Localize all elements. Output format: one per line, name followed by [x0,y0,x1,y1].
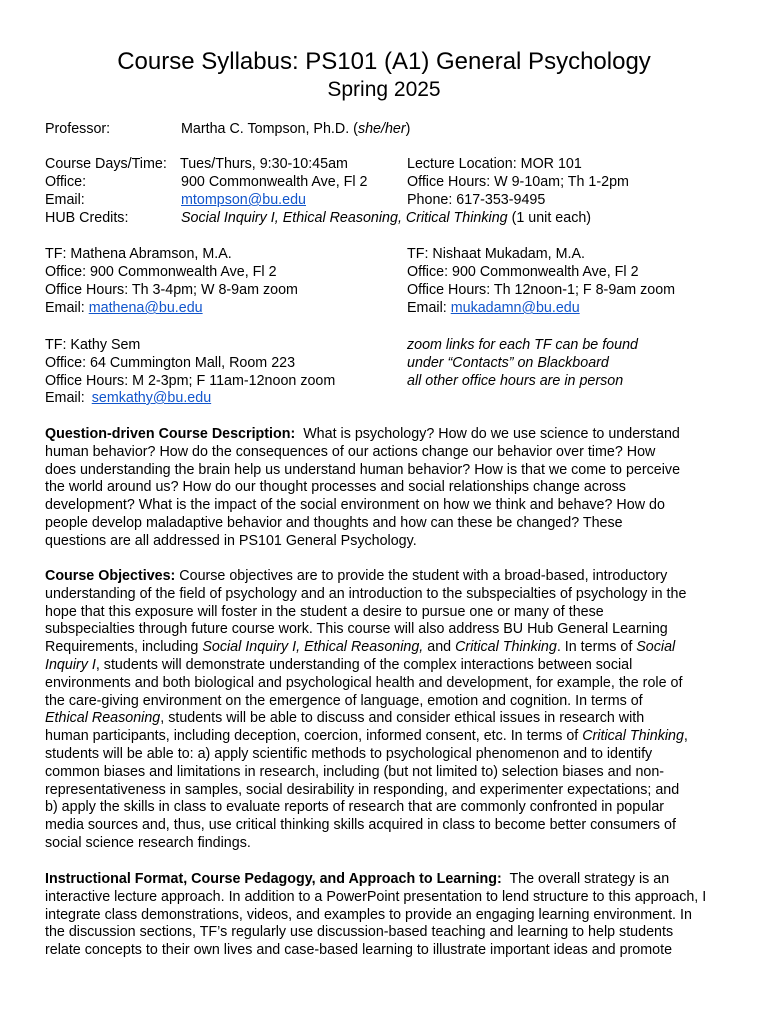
instructional-format [45,871,745,960]
tf1-hours: Office Hours: Th 3-4pm; W 8-9am zoom [45,282,298,298]
hub-label: HUB Credits: [45,210,129,226]
description-line: the world around us? How do our thought processes and social relationships change across [45,479,626,496]
instructional-line [45,871,745,889]
objectives-line: subspecialties through future course work. This course will also address BU Hub General Learning [45,621,668,638]
instructional-text: The overall strategy is an [509,871,670,887]
objectives-line: hope that this exposure will foster in the student a desire to pursue one or many of these [45,603,604,620]
objectives-line: environments and both biological and psychological health and development, for example, the role of [45,674,683,691]
objectives-italic: Social [636,639,676,656]
course-days-label: Course Days/Time: [45,156,167,172]
email-label: Email: [45,192,85,208]
tf3-office: Office: 64 Cummington Mall, Room 223 [45,355,296,371]
objectives-line: b) apply the skills in class to evaluate reports of research that are commonly confronted in popular [45,799,665,816]
objectives-text: . In terms of [556,639,637,656]
tf3-email-row [45,390,211,408]
description-line: development? What is the impact of the social environment on how we think and behave? How do [45,497,665,514]
instructional-line: relate concepts to their own lives and case-based learning to illustrate important ideas and promote [45,942,673,959]
objectives-line: understanding of the field of psychology and an introduction to the subspecialties of psychology in the [45,585,687,602]
objectives-text: , students will be able to discuss and consider ethical issues in research with [160,710,645,727]
description-line: human behavior? How do the consequences of our actions change our behavior over time? How [45,443,656,460]
course-objectives [45,568,745,853]
objectives-line: the care-giving environment on the emergence of language, emotion and cognition. In terms of [45,692,643,709]
professor-row: Martha C. Tompson, Ph.D. (she/her) [181,121,411,137]
objectives-line [45,568,745,586]
professor-label: Professor: [45,121,111,137]
tf3-hours: Office Hours: M 2-3pm; F 11am-12noon zoom [45,373,336,389]
hub-row [181,210,591,228]
objectives-line [45,728,745,746]
objectives-line [45,639,745,657]
objectives-line: representativeness in samples, social desirability in responding, and experimenter expectations; and [45,781,680,798]
tf2-hours: Office Hours: Th 12noon-1; F 8-9am zoom [407,282,676,298]
tf2-name: TF: Nishaat Mukadam, M.A. [407,246,585,262]
page-subtitle: Spring 2025 [327,78,441,101]
zoom-note-text-2: under “Contacts” on Blackboard [407,355,609,371]
objectives-text: , students will demonstrate understanding of the complex interactions between social [95,656,633,673]
tf1-office: Office: 900 Commonwealth Ave, Fl 2 [45,264,277,280]
description-line [45,426,745,444]
description-line: questions are all addressed in PS101 General Psychology. [45,532,417,549]
objectives-italic: Critical Thinking [582,728,684,745]
office-value: 900 Commonwealth Ave, Fl 2 [181,174,368,190]
tf2-email-row [407,300,580,318]
hub-suffix: (1 unit each) [511,210,592,226]
tf1-email-link[interactable]: mathena@bu.edu [88,300,203,316]
lecture-location: Lecture Location: MOR 101 [407,156,582,172]
tf2-email-label: Email: [407,300,447,316]
professor-name: Martha C. Tompson, Ph.D. [181,121,350,137]
objectives-line: social science research findings. [45,834,251,851]
instructional-line: the discussion sections, TF’s regularly use discussion-based teaching and learning to help students [45,924,674,941]
zoom-note-text-1: zoom links for each TF can be found [407,337,638,353]
office-hours: Office Hours: W 9-10am; Th 1-2pm [407,174,629,190]
zoom-note-text-3: all other office hours are in person [407,373,624,389]
objectives-line: students will be able to: a) apply scientific methods to psychological phenomenon and to identify [45,745,653,762]
objectives-text: , [683,728,688,745]
description-heading: Question-driven Course Description: [45,426,296,442]
objectives-italic: Inquiry I [45,656,96,673]
objectives-line: common biases and limitations in research, including (but not limited to) selection biases and non- [45,763,665,780]
hub-value: Social Inquiry I, Ethical Reasoning, Critical Thinking [181,210,508,226]
objectives-line: media sources and, thus, use critical thinking skills acquired in class to become better consumers of [45,817,676,834]
tf3-email-link[interactable]: semkathy@bu.edu [91,390,212,406]
course-description [45,426,745,551]
tf3-name: TF: Kathy Sem [45,337,141,353]
description-line: does understanding the brain help us understand human behavior? How is that we come to perceive [45,461,681,478]
objectives-text: Requirements, including [45,639,203,656]
instructional-line: interactive lecture approach. In addition to a PowerPoint presentation to lend structure to this approach, I [45,888,707,905]
zoom-note-line3 [407,373,623,391]
page-title: Course Syllabus: PS101 (A1) General Psychology [117,48,651,75]
objectives-italic: Ethical Reasoning [45,710,161,727]
zoom-note-line1 [407,337,638,355]
instructional-heading: Instructional Format, Course Pedagogy, and Approach to Learning: [45,871,502,887]
tf2-office: Office: 900 Commonwealth Ave, Fl 2 [407,264,639,280]
phone: Phone: 617-353-9495 [407,192,546,208]
objectives-text: human participants, including deception, coercion, informed consent, etc. In terms of [45,728,583,745]
objectives-heading: Course Objectives: [45,568,176,584]
objectives-text: Course objectives are to provide the student with a broad-based, introductory [179,568,668,584]
objectives-line [45,657,745,675]
professor-pronouns: she/her [357,121,406,137]
tf1-email-row [45,300,203,318]
professor-email-link[interactable]: mtompson@bu.edu [181,192,306,208]
tf1-email-label: Email: [45,300,85,316]
tf1-name: TF: Mathena Abramson, M.A. [45,246,232,262]
office-label: Office: [45,174,87,190]
objectives-italic: Critical Thinking [455,639,557,656]
objectives-text: and [423,639,456,656]
tf3-email-label: Email: [45,390,85,406]
objectives-italic: Social Inquiry I, Ethical Reasoning, [202,639,424,656]
zoom-note-line2 [407,355,609,373]
objectives-line [45,710,745,728]
description-text: What is psychology? How do we use science to understand [303,426,680,442]
tf2-email-link[interactable]: mukadamn@bu.edu [450,300,580,316]
instructional-line: integrate class demonstrations, videos, and examples to provide an engaging learning environment. In [45,906,692,923]
course-days-value: Tues/Thurs, 9:30-10:45am [180,156,348,172]
description-line: people develop maladaptive behavior and thoughts and how can these be changed? These [45,514,623,531]
